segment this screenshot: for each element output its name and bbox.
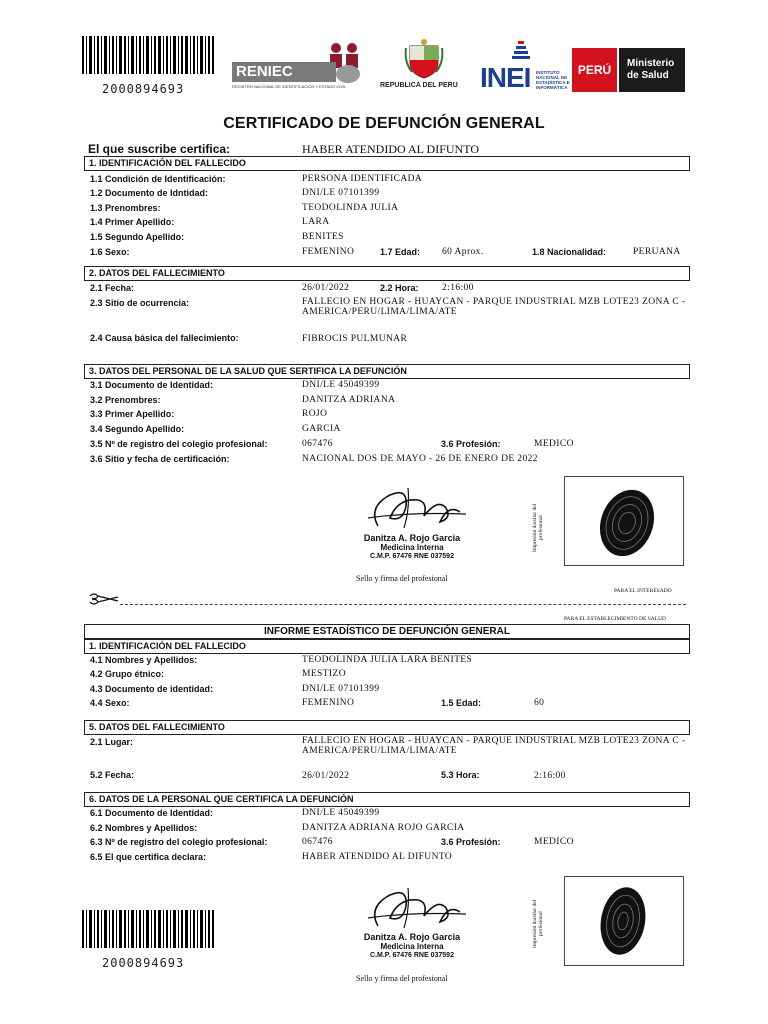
fingerprint-icon: [565, 477, 683, 565]
suscribe-label: El que suscribe certifica:: [88, 142, 231, 156]
para-establecimiento-note: PARA EL ESTABLECIMIENTO DE SALUD: [564, 616, 667, 622]
field-label: 6.1 Documento de Identidad:: [90, 808, 214, 818]
field-label: 2.1 Lugar:: [90, 737, 134, 747]
inei-logo: INEI: [480, 62, 531, 93]
fingerprint-box: [564, 476, 684, 566]
field-value: TEODOLINDA JULIA: [302, 203, 399, 213]
signature-scribble: [348, 878, 478, 938]
barcode-top: [82, 36, 214, 74]
field-label: 3.4 Segundo Apellido:: [90, 424, 185, 434]
professional-stamp: Danitza A. Rojo Garcia Medicina Interna C.M.P. 67476 RNE 037592: [363, 533, 461, 560]
field-label: 3.6 Profesión:: [441, 837, 501, 847]
field-value: 60 Aprox.: [442, 247, 484, 257]
field-label: 1.8 Nacionalidad:: [532, 247, 607, 257]
field-label: 4.3 Documento de identidad:: [90, 684, 214, 694]
field-value: FALLECIO EN HOGAR - HUAYCAN - PARQUE INDUSTRIAL MZB LOTE23 ZONA C - AMERICA/PERU/LIMA/LIMA/ATE: [302, 297, 686, 317]
field-value: MEDICO: [534, 837, 574, 847]
section-header-fallecimiento-informe: 5. DATOS DEL FALLECIMIENTO: [84, 720, 690, 735]
inei-subtitle: INSTITUTO NACIONAL DE ESTADÍSTICA E INFORMÁTICA: [536, 70, 570, 90]
field-value: GARCIA: [302, 424, 341, 434]
field-value: BENITES: [302, 232, 344, 242]
field-label: 1.7 Edad:: [380, 247, 421, 257]
field-label: 2.4 Causa básica del fallecimiento:: [90, 333, 239, 343]
field-value: 26/01/2022: [302, 283, 350, 293]
field-value: FIBROCIS PULMUNAR: [302, 334, 408, 344]
field-label: 6.5 El que certifica declara:: [90, 852, 207, 862]
field-label: 1.5 Edad:: [441, 698, 482, 708]
field-label: 1.1 Condición de Identificación:: [90, 174, 226, 184]
signature-scribble: [348, 478, 478, 538]
field-label: 3.6 Profesión:: [441, 439, 501, 449]
peru-caption: REPUBLICA DEL PERU: [380, 82, 458, 89]
field-value: HABER ATENDIDO AL DIFUNTO: [302, 852, 453, 862]
scissors-icon: [88, 592, 120, 606]
field-value: DNI/LE 07101399: [302, 684, 380, 694]
section-header-identificacion-informe: 1. IDENTIFICACIÓN DEL FALLECIDO: [84, 639, 690, 654]
field-label: 2.1 Fecha:: [90, 283, 135, 293]
informe-title: INFORME ESTADÍSTICO DE DEFUNCIÓN GENERAL: [84, 624, 690, 639]
reniec-logo: [232, 42, 366, 94]
barcode-bottom: [82, 910, 214, 948]
reniec-subtitle: REGISTRO NACIONAL DE IDENTIFICACIÓN Y ESTADO CIVIL: [232, 84, 347, 89]
field-value: ROJO: [302, 409, 328, 419]
field-label: 2.2 Hora:: [380, 283, 419, 293]
peru-coat-of-arms-icon: [404, 38, 444, 80]
section-header-certifica-informe: 6. DATOS DE LA PERSONAL QUE CERTIFICA LA DEFUNCIÓN: [84, 792, 690, 807]
field-value: NACIONAL DOS DE MAYO - 26 DE ENERO DE 2022: [302, 454, 538, 464]
field-label: 1.5 Segundo Apellido:: [90, 232, 185, 242]
barcode-number-bottom: 2000894693: [102, 956, 185, 970]
field-value: DNI/LE 45049399: [302, 380, 380, 390]
field-label: 6.3 Nº de registro del colegio profesional:: [90, 837, 268, 847]
field-label: 3.5 Nº de registro del colegio profesional:: [90, 439, 268, 449]
field-label: 4.1 Nombres y Apellidos:: [90, 655, 198, 665]
field-label: 1.4 Primer Apellido:: [90, 217, 175, 227]
field-label: 3.6 Sitio y fecha de certificación:: [90, 454, 230, 464]
fingerprint-icon: [565, 877, 683, 965]
fingerprint-box: [564, 876, 684, 966]
cut-line: [120, 604, 686, 605]
professional-stamp: Danitza A. Rojo Garcia Medicina Interna C.M.P. 67476 RNE 037592: [363, 932, 461, 959]
field-value: 2:16:00: [442, 283, 474, 293]
para-interesado-note: PARA EL INTERESADO: [614, 588, 672, 594]
field-label: 6.2 Nombres y Apellidos:: [90, 823, 198, 833]
field-value: LARA: [302, 217, 330, 227]
field-label: 3.1 Documento de Identidad:: [90, 380, 214, 390]
field-value: 26/01/2022: [302, 771, 350, 781]
minsa-logo: Ministerio de Salud: [619, 48, 685, 92]
field-value: DANITZA ADRIANA ROJO GARCIA: [302, 823, 465, 833]
fingerprint-caption: Impresión dactilar del profesional: [532, 503, 544, 553]
field-value: MESTIZO: [302, 669, 346, 679]
certificate-title: CERTIFICADO DE DEFUNCIÓN GENERAL: [223, 115, 545, 132]
field-label: 1.2 Documento de Idntidad:: [90, 188, 209, 198]
field-label: 3.3 Primer Apellido:: [90, 409, 175, 419]
field-value: 2:16:00: [534, 771, 566, 781]
field-label: 4.2 Grupo étnico:: [90, 669, 165, 679]
field-value: DNI/LE 07101399: [302, 188, 380, 198]
field-value: TEODOLINDA JULIA LARA BENITES: [302, 655, 473, 665]
field-label: 5.2 Fecha:: [90, 770, 135, 780]
section-header-personal-salud: 3. DATOS DEL PERSONAL DE LA SALUD QUE SERTIFICA LA DEFUNCIÓN: [84, 364, 690, 379]
field-label: 3.2 Prenombres:: [90, 395, 161, 405]
field-label: 2.3 Sitio de ocurrencia:: [90, 298, 190, 308]
field-label: 1.6 Sexo:: [90, 247, 130, 257]
sello-caption: Sello y firma del profesional: [356, 574, 448, 583]
field-value: PERUANA: [633, 247, 681, 257]
field-value: DANITZA ADRIANA: [302, 395, 396, 405]
field-value: MEDICO: [534, 439, 574, 449]
inei-flame-icon: [510, 38, 532, 62]
field-value: PERSONA IDENTIFICADA: [302, 174, 423, 184]
sello-caption: Sello y firma del profesional: [356, 974, 448, 983]
field-value: FEMENINO: [302, 698, 355, 708]
field-value: DNI/LE 45049399: [302, 808, 380, 818]
reniec-label: RENIEC: [232, 62, 336, 82]
field-value: 60: [534, 698, 545, 708]
field-value: 067476: [302, 439, 333, 449]
field-label: 5.3 Hora:: [441, 770, 480, 780]
suscribe-value: HABER ATENDIDO AL DIFUNTO: [302, 142, 479, 156]
fingerprint-caption: Impresión dactilar del profesional: [532, 899, 544, 949]
field-value: 067476: [302, 837, 333, 847]
field-value: FALLECIO EN HOGAR - HUAYCAN - PARQUE INDUSTRIAL MZB LOTE23 ZONA C - AMERICA/PERU/LIMA/LIMA/ATE: [302, 736, 686, 756]
field-label: 1.3 Prenombres:: [90, 203, 161, 213]
field-label: 4.4 Sexo:: [90, 698, 130, 708]
section-header-identificacion: 1. IDENTIFICACIÓN DEL FALLECIDO: [84, 156, 690, 171]
section-header-fallecimiento: 2. DATOS DEL FALLECIMIENTO: [84, 266, 690, 281]
barcode-number-top: 2000894693: [102, 82, 185, 96]
peru-badge: PERÚ: [572, 48, 617, 92]
field-value: FEMENINO: [302, 247, 355, 257]
